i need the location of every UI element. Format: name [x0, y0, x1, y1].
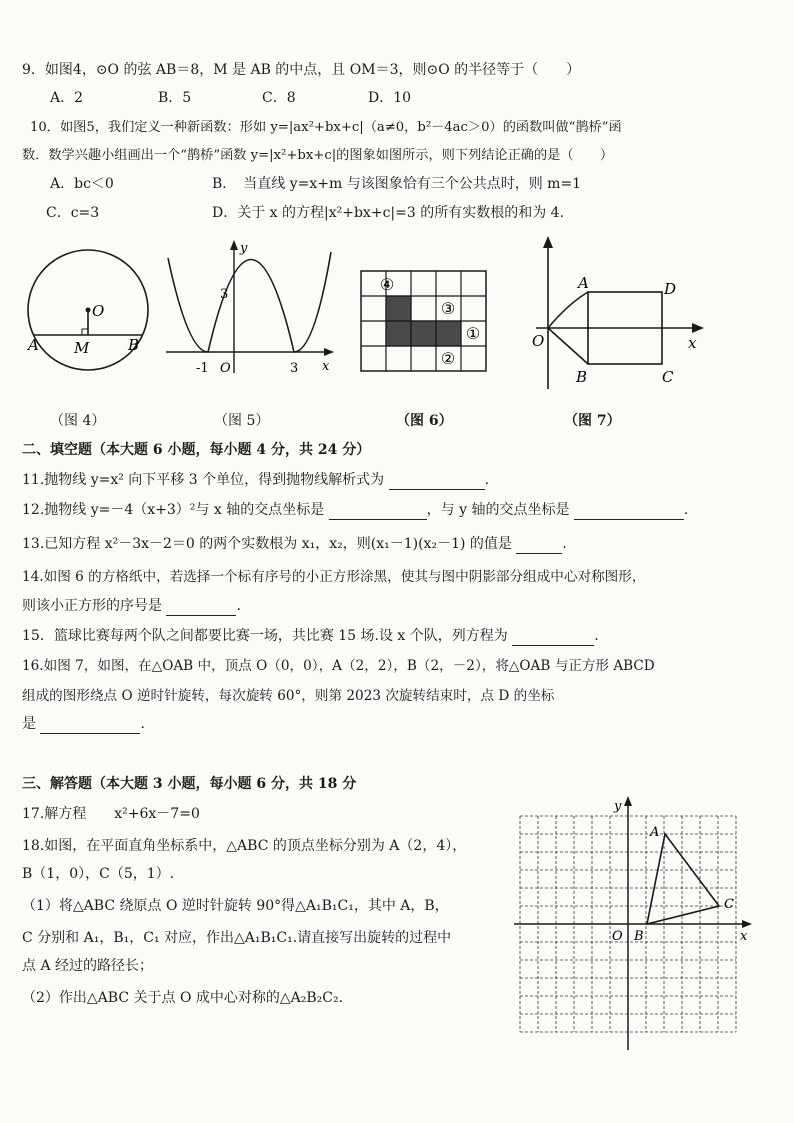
q18-line2: B（1，0），C（5，1）.	[22, 866, 175, 882]
fig5-caption: （图 5）	[214, 413, 270, 429]
fig4-label-b: B	[128, 336, 140, 354]
q14-end: .	[236, 598, 241, 614]
figure-4	[26, 238, 156, 378]
q9-option-d: D．10	[368, 90, 412, 106]
fig6-label-2: ②	[440, 349, 456, 368]
q15-text: 15．篮球比赛每两个队之间都要比赛一场，共比赛 15 场.设 x 个队，列方程为	[22, 628, 508, 644]
q11-text: 11.抛物线 y=x² 向下平移 3 个单位，得到抛物线解析式为	[22, 472, 385, 488]
fig6-label-1: ①	[465, 324, 481, 343]
q13-end: .	[562, 536, 567, 552]
fig5-label-neg1: -1	[196, 361, 209, 376]
q12-answer-blank-2	[574, 503, 684, 520]
fig4-label-a: A	[28, 336, 39, 354]
fig7-label-c: C	[662, 368, 674, 386]
q16-line2: 组成的图形绕点 O 逆时针旋转，每次旋转 60°，则第 2023 次旋转结束时，点 D 的坐标	[22, 688, 555, 704]
q16-line3	[22, 714, 145, 734]
q18-line1: 18.如图，在平面直角坐标系中，△ABC 的顶点坐标分别为 A（2，4），	[22, 838, 467, 854]
q9-option-b: B．5	[158, 90, 192, 106]
fig5-label-x: x	[322, 359, 330, 374]
q16-text-c: 是	[22, 716, 36, 732]
q18-label-o: O	[612, 929, 623, 944]
fig5-label-y: y	[240, 241, 248, 256]
q9-option-a: A．2	[50, 90, 84, 106]
q10-line2: 数．数学兴趣小组画出一个“鹊桥”函数 y=|x²+bx+c|的图象如图所示，则下列结论正确的是（ ）	[22, 148, 614, 163]
fig6-label-3: ③	[440, 299, 456, 318]
q13-text: 13.已知方程 x²－3x－2＝0 的两个实数根为 x₁，x₂，则(x₁－1)(x₂－1) 的值是	[22, 536, 512, 552]
q18-label-a: A	[650, 825, 660, 840]
q18-label-b: B	[634, 929, 644, 944]
q15-answer-blank	[512, 629, 594, 646]
figure-7	[528, 234, 708, 394]
fig7-label-a: A	[578, 274, 589, 292]
fig6-label-4: ④	[379, 275, 395, 294]
q12-text-a: 12.抛物线 y=－4（x+3）²与 x 轴的交点坐标是	[22, 502, 325, 518]
figure-6	[356, 266, 496, 378]
q18-line3: （1）将△ABC 绕原点 O 逆时针旋转 90°得△A₁B₁C₁，其中 A，B，	[22, 898, 449, 914]
q14-line2	[22, 596, 241, 616]
q12-answer-blank-1	[329, 503, 427, 520]
q18-label-y: y	[614, 799, 622, 814]
q12-end: .	[683, 502, 689, 518]
q18-label-x: x	[740, 929, 748, 944]
q9-option-c: C．8	[262, 90, 296, 106]
fig6-caption: （图 6）	[396, 413, 453, 429]
figure-5	[156, 238, 336, 378]
q18-line6: （2）作出△ABC 关于点 O 成中心对称的△A₂B₂C₂.	[22, 990, 344, 1006]
fig7-label-b: B	[576, 368, 588, 386]
q17: 17.解方程 x²+6x－7=0	[22, 806, 200, 822]
figure-q18-grid	[500, 792, 760, 1054]
q12	[22, 500, 688, 520]
section2-title: 二、填空题（本大题 6 小题，每小题 4 分，共 24 分）	[22, 442, 371, 458]
q11-answer-blank	[389, 473, 485, 490]
fig4-label-o: O	[92, 302, 105, 320]
q16-end: .	[140, 716, 145, 732]
q14-line1: 14.如图 6 的方格纸中，若选择一个标有序号的小正方形涂黑，使其与图中阴影部分组成中心对称图形，	[22, 569, 646, 585]
section3-title: 三、解答题（本大题 3 小题，每小题 6 分，共 18 分	[22, 776, 357, 792]
fig5-label-3y: 3	[220, 287, 229, 302]
fig7-label-x: x	[688, 334, 697, 352]
q10-option-a: A．bc＜0	[50, 176, 114, 192]
q13	[22, 534, 567, 554]
q12-text-b: ，与 y 轴的交点坐标是	[426, 502, 570, 518]
q10-option-c: C．c=3	[46, 205, 100, 221]
q14-answer-blank	[166, 599, 236, 616]
fig4-caption: （图 4）	[50, 413, 106, 429]
fig4-label-m: M	[74, 339, 90, 357]
fig7-label-d: D	[664, 280, 677, 298]
q13-answer-blank	[516, 537, 562, 554]
q11	[22, 470, 489, 490]
fig5-label-o: O	[220, 361, 231, 376]
q11-end: .	[484, 472, 490, 488]
q9-stem: 9．如图4，⊙O 的弦 AB＝8，M 是 AB 的中点，且 OM＝3，则⊙O 的半径等于（ ）	[22, 62, 581, 78]
fig7-label-o: O	[532, 332, 545, 350]
q15-end: .	[594, 628, 599, 644]
q18-line4: C 分别和 A₁，B₁，C₁ 对应，作出△A₁B₁C₁.请直接写出旋转的过程中	[22, 930, 452, 946]
q16-answer-blank	[40, 717, 140, 734]
fig5-label-3x: 3	[290, 361, 299, 376]
q14-text-b: 则该小正方形的序号是	[22, 598, 162, 614]
q15	[22, 626, 599, 646]
q10-option-d: D．关于 x 的方程|x²+bx+c|=3 的所有实数根的和为 4.	[212, 205, 565, 221]
fig7-caption: （图 7）	[564, 413, 621, 429]
q18-line5: 点 A 经过的路径长；	[22, 958, 154, 974]
q10-line1: 10．如图5，我们定义一种新函数：形如 y=|ax²+bx+c|（a≠0，b²－4ac＞0）的函数叫做“鹊桥”函	[30, 120, 622, 135]
q18-label-c: C	[724, 897, 734, 912]
q16-line1: 16.如图 7，如图，在△OAB 中，顶点 O（0，0），A（2，2），B（2，－2），将△OAB 与正方形 ABCD	[22, 658, 655, 674]
q10-option-b: B． 当直线 y=x+m 与该图象恰有三个公共点时，则 m=1	[212, 176, 582, 192]
